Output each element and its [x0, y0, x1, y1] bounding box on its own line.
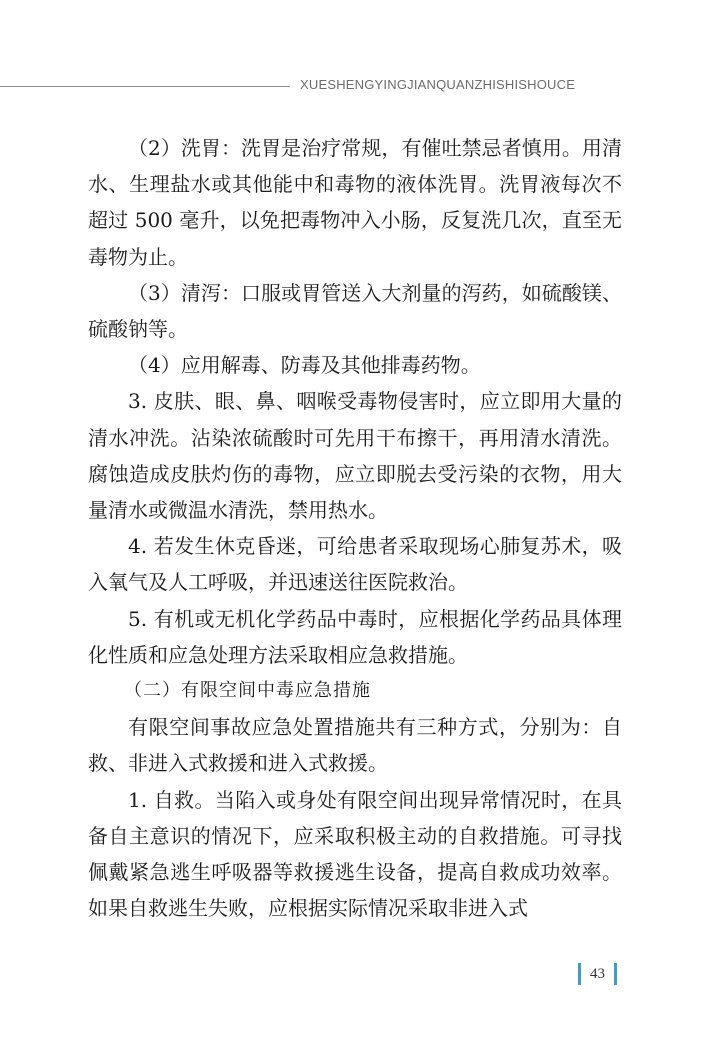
paragraph-purgation: （3）清泻：口服或胃管送入大剂量的泻药，如硫酸镁、硫酸钠等。: [88, 280, 622, 342]
section-heading: （二）有限空间中毒应急措施: [124, 680, 371, 702]
page-number: [578, 963, 617, 985]
paragraph-chemical-poisoning: 5. 有机或无机化学药品中毒时，应根据化学药品具体理化性质和应急处理方法采取相应急救措施。: [88, 606, 622, 667]
running-header: XUESHENGYINGJIANQUANZHISHISHOUCE: [300, 77, 576, 92]
paragraph-rescue-methods: 有限空间事故应急处置措施共有三种方式，分别为：自救、非进入式救援和进入式救援。: [88, 715, 622, 776]
page-body: [88, 130, 622, 926]
page-number-text: 43: [590, 965, 605, 982]
paragraph-antidote: （4）应用解毒、防毒及其他排毒药物。: [128, 353, 481, 378]
page-number-right-bar: [614, 963, 617, 985]
paragraph-gastric-lavage: （2）洗胃：洗胃是治疗常规，有催吐禁忌者慎用。用清水、生理盐水或其他能中和毒物的液体洗胃。洗胃液每次不超过 500 毫升，以免把毒物冲入小肠，反复洗几次，直至无毒物为止。: [88, 136, 622, 269]
header-rule: [0, 86, 290, 87]
paragraph-skin-eye-exposure: 3. 皮肤、眼、鼻、咽喉受毒物侵害时，应立即用大量的清水冲洗。沾染浓硫酸时可先用干布擦干，再用清水清洗。腐蚀造成皮肤灼伤的毒物，应立即脱去受污染的衣物，用大量清水或微温水清洗，禁用热水。: [88, 389, 622, 523]
paragraph-self-rescue: 1. 自救。当陷入或身处有限空间出现异常情况时，在具备自主意识的情况下，应采取积极主动的自救措施。可寻找佩戴紧急逃生呼吸器等救援逃生设备，提高自救成功效率。如果自救逃生失败，应根据实际情况采取非进入式: [88, 787, 622, 921]
paragraph-shock-coma: 4. 若发生休克昏迷，可给患者采取现场心肺复苏术，吸入氧气及人工呼吸，并迅速送往医院救治。: [88, 534, 622, 595]
